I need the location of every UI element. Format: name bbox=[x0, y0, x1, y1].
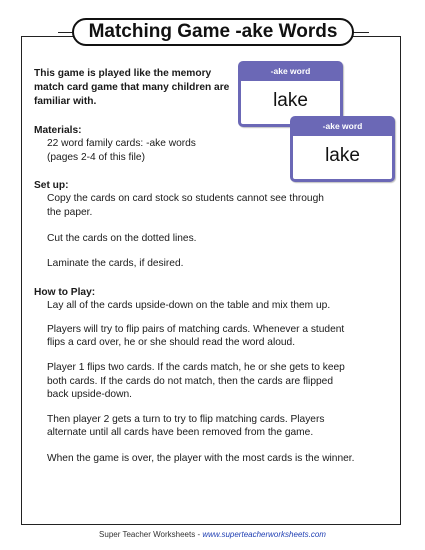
setup-line: Copy the cards on card stock so students cannot see through bbox=[47, 193, 324, 204]
card-word: lake bbox=[325, 145, 360, 166]
materials-line: (pages 2-4 of this file) bbox=[47, 152, 145, 163]
setup-heading: Set up: bbox=[34, 180, 69, 191]
play-line: Player 1 flips two cards. If the cards match, he or she gets to keep bbox=[47, 362, 345, 373]
play-line: alternate until all cards have been removed from the game. bbox=[47, 427, 314, 438]
footer-separator: - bbox=[195, 530, 203, 539]
card-header: -ake word bbox=[293, 119, 392, 136]
how-to-play-heading: How to Play: bbox=[34, 287, 96, 298]
materials-line: 22 word family cards: -ake words bbox=[47, 138, 196, 149]
setup-line: Laminate the cards, if desired. bbox=[47, 258, 184, 269]
title-rule-right bbox=[353, 32, 369, 33]
materials-heading: Materials: bbox=[34, 125, 82, 136]
card-header: -ake word bbox=[241, 64, 340, 81]
setup-line: Cut the cards on the dotted lines. bbox=[47, 233, 197, 244]
footer bbox=[0, 530, 425, 539]
setup-line: the paper. bbox=[47, 207, 93, 218]
play-line: Lay all of the cards upside-down on the table and mix them up. bbox=[47, 300, 331, 311]
play-line: back upside-down. bbox=[47, 389, 132, 400]
title-rule-left bbox=[58, 32, 73, 33]
play-line: Then player 2 gets a turn to try to flip matching cards. Players bbox=[47, 414, 325, 425]
card-word: lake bbox=[273, 90, 308, 111]
intro-text: This game is played like the memory match card game that many children are familiar with. bbox=[34, 68, 230, 107]
footer-site-name: Super Teacher Worksheets bbox=[99, 530, 196, 539]
page-title: Matching Game -ake Words bbox=[72, 18, 354, 46]
play-line: both cards. If the cards do not match, then the cards are flipped bbox=[47, 376, 333, 387]
play-line: When the game is over, the player with the most cards is the winner. bbox=[47, 453, 355, 464]
play-line: flips a card over, he or she should read the word aloud. bbox=[47, 337, 296, 348]
play-line: Players will try to flip pairs of matching cards. Whenever a student bbox=[47, 324, 345, 335]
footer-link[interactable]: www.superteacherworksheets.com bbox=[202, 530, 326, 539]
